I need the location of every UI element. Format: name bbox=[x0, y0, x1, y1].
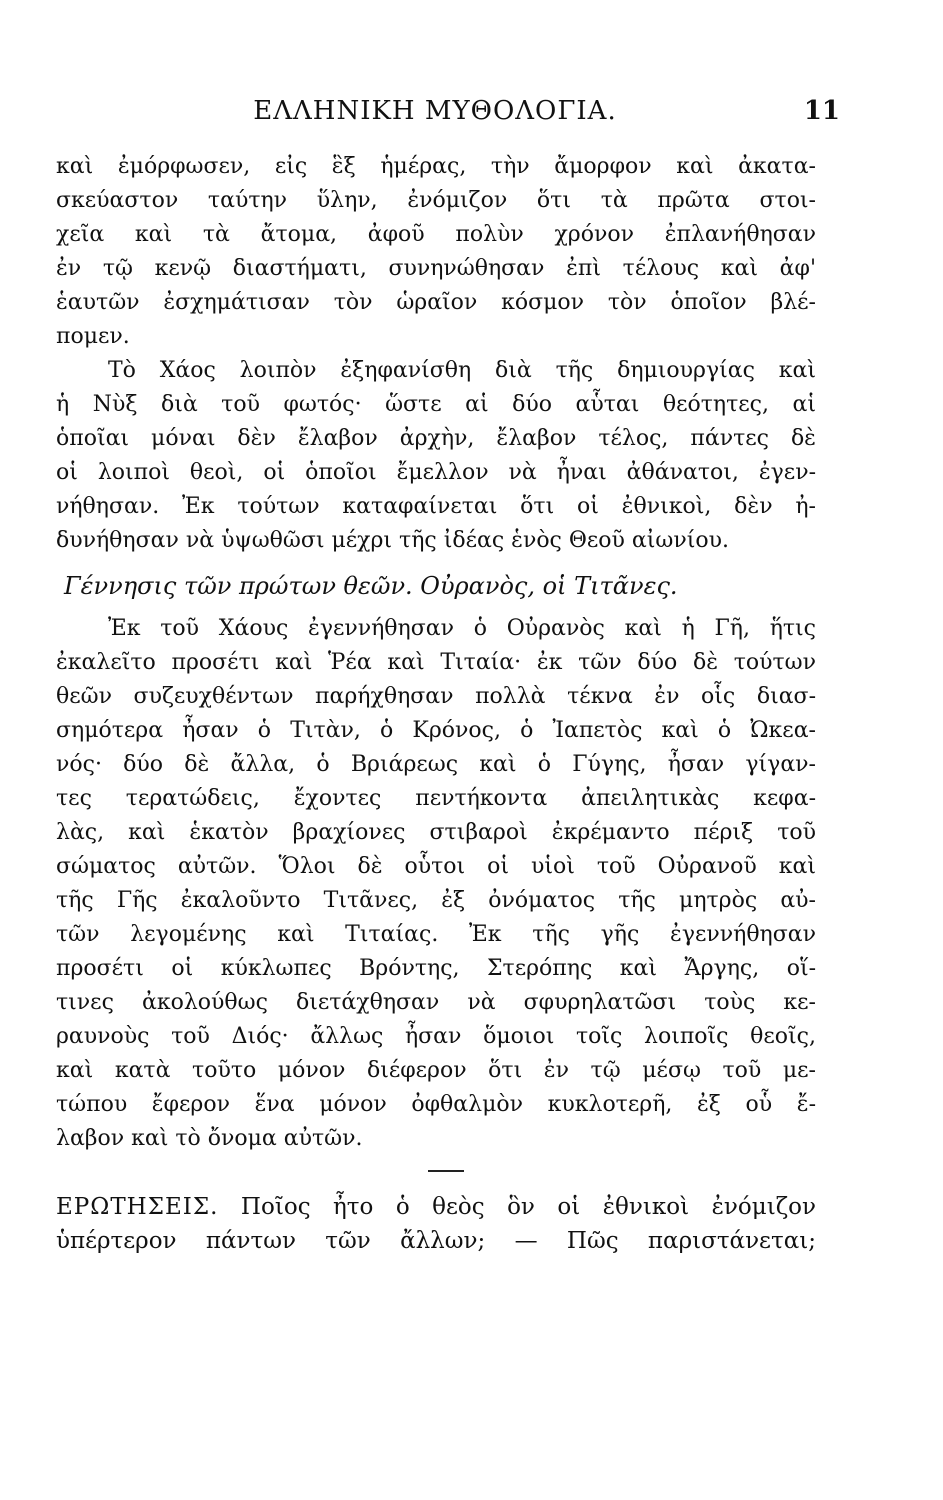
text-line: τώπου ἔφερον ἕνα μόνον ὀφθαλμὸν κυκλοτερῆ, ἐξ οὗ ἔ- bbox=[56, 1092, 816, 1117]
text-line: ἑαυτῶν ἐσχημάτισαν τὸν ὡραῖον κόσμον τὸν ὁποῖον βλέ- bbox=[56, 290, 816, 315]
text-line: χεῖα καὶ τὰ ἄτομα, ἀφοῦ πολὺν χρόνον ἐπλανήθησαν bbox=[56, 222, 816, 247]
running-title: ΕΛΛΗΝΙΚΗ ΜΥΘΟΛΟΓΙΑ. bbox=[253, 96, 617, 126]
questions-label: ΕΡΩΤΗΣΕΙΣ. bbox=[56, 1194, 219, 1220]
text-line: Τὸ Χάος λοιπὸν ἐξηφανίσθη διὰ τῆς δημιουργίας καὶ bbox=[108, 358, 816, 383]
text-line: ἐν τῷ κενῷ διαστήματι, συνηνώθησαν ἐπὶ τέλους καὶ ἀφ' bbox=[56, 256, 816, 281]
text-line: δυνήθησαν νὰ ὑψωθῶσι μέχρι τῆς ἰδέας ἑνὸς Θεοῦ αἰωνίου. bbox=[56, 528, 729, 553]
paragraph-chaos bbox=[56, 354, 816, 558]
text-line: λαβον καὶ τὸ ὄνομα αὐτῶν. bbox=[56, 1126, 363, 1151]
text-line: θεῶν συζευχθέντων παρήχθησαν πολλὰ τέκνα ἐν οἷς διασ- bbox=[56, 684, 816, 709]
text-line: τῶν λεγομένης καὶ Τιταίας. Ἐκ τῆς γῆς ἐγεννήθησαν bbox=[56, 922, 816, 947]
text-line: τῆς Γῆς ἐκαλοῦντο Τιτᾶνες, ἐξ ὀνόματος τῆς μητρὸς αὐ- bbox=[56, 888, 816, 913]
body-text bbox=[56, 150, 816, 1258]
question-text: Ποῖος ἦτο ὁ θεὸς ὃν οἱ ἐθνικοὶ ἐνόμιζον bbox=[240, 1194, 816, 1220]
paragraph-creation bbox=[56, 150, 816, 354]
paragraph-titans bbox=[56, 612, 816, 1156]
text-line: νήθησαν. Ἐκ τούτων καταφαίνεται ὅτι οἱ ἐθνικοὶ, δὲν ἠ- bbox=[56, 494, 816, 519]
questions-line: ὑπέρτερον πάντων τῶν ἄλλων; — Πῶς παριστάνεται; bbox=[56, 1228, 816, 1254]
text-line: ὁποῖαι μόναι δὲν ἔλαβον ἀρχὴν, ἔλαβον τέλος, πάντες δὲ bbox=[56, 426, 816, 451]
text-line: ἡ Νὺξ διὰ τοῦ φωτός· ὥστε αἱ δύο αὗται θεότητες, αἱ bbox=[56, 392, 816, 417]
text-line: σημότερα ἦσαν ὁ Τιτὰν, ὁ Κρόνος, ὁ Ἰαπετὸς καὶ ὁ Ὠκεα- bbox=[56, 718, 816, 743]
text-line: ἐκαλεῖτο προσέτι καὶ Ῥέα καὶ Τιταία· ἐκ τῶν δύο δὲ τούτων bbox=[56, 650, 816, 675]
text-line: οἱ λοιποὶ θεοὶ, οἱ ὁποῖοι ἔμελλον νὰ ἦναι ἀθάνατοι, ἐγεν- bbox=[56, 460, 816, 485]
text-line: Ἐκ τοῦ Χάους ἐγεννήθησαν ὁ Οὐρανὸς καὶ ἡ Γῆ, ἥτις bbox=[108, 616, 816, 641]
text-line: προσέτι οἱ κύκλωπες Βρόντης, Στερόπης καὶ Ἄργης, οἵ- bbox=[56, 956, 816, 981]
divider-rule bbox=[428, 1170, 464, 1172]
text-line: σκεύαστον ταύτην ὕλην, ἐνόμιζον ὅτι τὰ πρῶτα στοι- bbox=[56, 188, 816, 213]
text-line: καὶ ἐμόρφωσεν, εἰς ἓξ ἡμέρας, τὴν ἄμορφον καὶ ἀκατα- bbox=[56, 154, 816, 179]
text-line: σώματος αὐτῶν. Ὅλοι δὲ οὗτοι οἱ υἱοὶ τοῦ Οὐρανοῦ καὶ bbox=[56, 854, 816, 879]
questions-line bbox=[56, 1190, 816, 1224]
text-line: ραυνοὺς τοῦ Διός· ἄλλως ἦσαν ὅμοιοι τοῖς λοιποῖς θεοῖς, bbox=[56, 1024, 816, 1049]
section-heading: Γέννησις τῶν πρώτων θεῶν. Οὐρανὸς, οἱ Τιτᾶνες. bbox=[64, 572, 678, 600]
text-line: λὰς, καὶ ἑκατὸν βραχίονες στιβαροὶ ἐκρέμαντο πέριξ τοῦ bbox=[56, 820, 816, 845]
text-line: καὶ κατὰ τοῦτο μόνον διέφερον ὅτι ἐν τῷ μέσῳ τοῦ με- bbox=[56, 1058, 816, 1083]
questions-block bbox=[56, 1190, 816, 1258]
page-header bbox=[0, 96, 943, 136]
text-line: πομεν. bbox=[56, 324, 130, 349]
text-line: τινες ἀκολούθως διετάχθησαν νὰ σφυρηλατῶσι τοὺς κε- bbox=[56, 990, 816, 1015]
text-line: τες τερατώδεις, ἔχοντες πεντήκοντα ἀπειλητικὰς κεφα- bbox=[56, 786, 816, 811]
page-number: 11 bbox=[803, 96, 840, 126]
text-line: νός· δύο δὲ ἄλλα, ὁ Βριάρεως καὶ ὁ Γύγης, ἦσαν γίγαν- bbox=[56, 752, 816, 777]
